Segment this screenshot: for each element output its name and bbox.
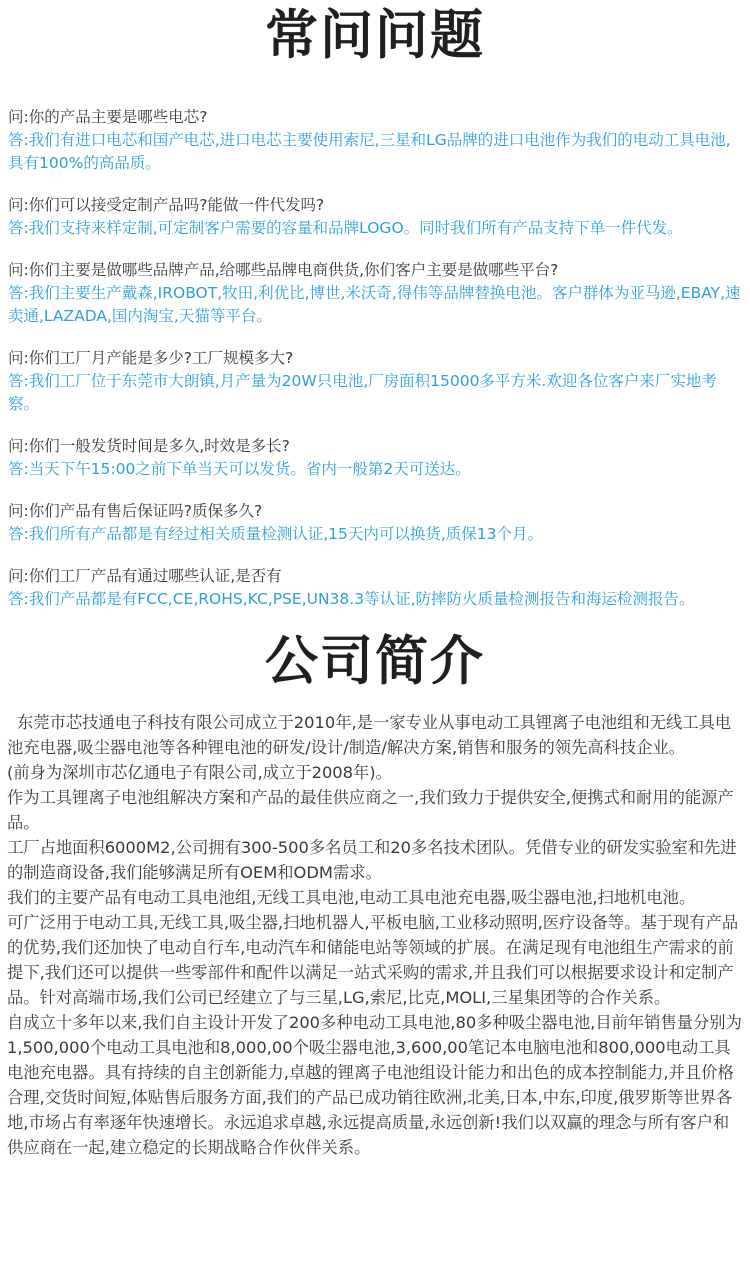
faq-question: 问:你们主要是做哪些品牌产品,给哪些品牌电商供货,你们客户主要是做哪些平台? xyxy=(8,260,559,279)
faq-answer: 答:我们有进口电芯和国产电芯,进口电芯主要使用索尼,三星和LG品牌的进口电池作为我们的电动工具电池,具有100%的高品质。 xyxy=(8,130,731,172)
faq-answer: 答:我们支持来样定制,可定制客户需要的容量和品牌LOGO。同时我们所有产品支持下单一件代发。 xyxy=(8,218,683,237)
faq-item xyxy=(8,500,742,546)
page xyxy=(0,4,750,1160)
company-section xyxy=(0,710,750,1160)
company-title: 公司简介 xyxy=(265,630,485,692)
faq-answer: 答:我们工厂位于东莞市大朗镇,月产量为20W只电池,厂房面积15000多平方米.欢迎各位客户来厂实地考察。 xyxy=(8,371,717,413)
faq-section xyxy=(0,106,750,611)
faq-question: 问:你的产品主要是哪些电芯? xyxy=(8,107,208,126)
company-paragraph: 工厂占地面积6000M2,公司拥有300-500多名员工和20多名技术团队。凭借专业的研发实验室和先进的制造商设备,我们能够满足所有OEM和ODM需求。 xyxy=(7,838,737,883)
faq-title: 常问问题 xyxy=(265,5,485,66)
faq-answer: 答:当天下午15:00之前下单当天可以发货。省内一般第2天可送达。 xyxy=(8,459,471,478)
faq-question: 问:你们可以接受定制产品吗?能做一件代发吗? xyxy=(8,195,325,214)
faq-question: 问:你们一般发货时间是多久,时效是多长? xyxy=(8,436,290,455)
faq-answer: 答:我们所有产品都是有经过相关质量检测认证,15天内可以换货,质保13个月。 xyxy=(8,524,544,543)
faq-answer: 答:我们产品都是有FCC,CE,ROHS,KC,PSE,UN38.3等认证,防摔防火质量检测报告和海运检测报告。 xyxy=(8,589,695,608)
company-paragraph: 我们的主要产品有电动工具电池组,无线工具电池,电动工具电池充电器,吸尘器电池,扫地机电池。 xyxy=(7,888,696,908)
faq-question: 问:你们产品有售后保证吗?质保多久? xyxy=(8,501,263,520)
company-paragraph: 东莞市芯技通电子科技有限公司成立于2010年,是一家专业从事电动工具锂离子电池组和无线工具电池充电器,吸尘器电池等各种锂电池的研发/设计/制造/解决方案,销售和服务的领先高科技企业。 xyxy=(7,713,732,758)
faq-item xyxy=(8,565,742,611)
faq-item xyxy=(8,259,742,328)
company-paragraph: 自成立十多年以来,我们自主设计开发了200多种电动工具电池,80多种吸尘器电池,目前年销售量分别为1,500,000个电动工具电池和8,000,00个吸尘器电池,3,600,00笔记本电脑电池和800,000电动工具电池充电器。具有持续的自主创新能力,卓越的锂离子电池组设计能力和出色的成本控制能力,并且价格合理,交货时间短,体贴售后服务方面,我们的产品已成功销往欧洲,北美,日本,中东,印度,俄罗斯等世界各地,市场占有率逐年快速增长。永远追求卓越,永远提高质量,永远创新!我们以双赢的理念与所有客户和供应商在一起,建立稳定的长期战略合作伙伴关系。 xyxy=(7,1013,742,1158)
faq-item xyxy=(8,435,742,481)
faq-item xyxy=(8,106,742,175)
faq-answer: 答:我们主要生产戴森,IROBOT,牧田,利优比,博世,米沃奇,得伟等品牌替换电池。客户群体为亚马逊,EBAY,速卖通,LAZADA,国内淘宝,天猫等平台。 xyxy=(8,283,741,325)
company-paragraph: 作为工具锂离子电池组解决方案和产品的最佳供应商之一,我们致力于提供安全,便携式和耐用的能源产品。 xyxy=(7,788,734,833)
faq-item xyxy=(8,347,742,416)
faq-question: 问:你们工厂产品有通过哪些认证,是否有 xyxy=(8,566,282,585)
faq-item xyxy=(8,194,742,240)
faq-question: 问:你们工厂月产能是多少?工厂规模多大? xyxy=(8,348,294,367)
company-paragraph: 可广泛用于电动工具,无线工具,吸尘器,扫地机器人,平板电脑,工业移动照明,医疗设备等。基于现有产品的优势,我们还加快了电动自行车,电动汽车和储能电站等领域的扩展。在满足现有电池组生产需求的前提下,我们还可以提供一些零部件和配件以满足一站式采购的需求,并且我们可以根据要求设计和定制产品。针对高端市场,我们公司已经建立了与三星,LG,索尼,比克,MOLI,三星集团等的合作关系。 xyxy=(7,913,739,1008)
company-paragraph: (前身为深圳市芯亿通电子有限公司,成立于2008年)。 xyxy=(7,763,392,783)
